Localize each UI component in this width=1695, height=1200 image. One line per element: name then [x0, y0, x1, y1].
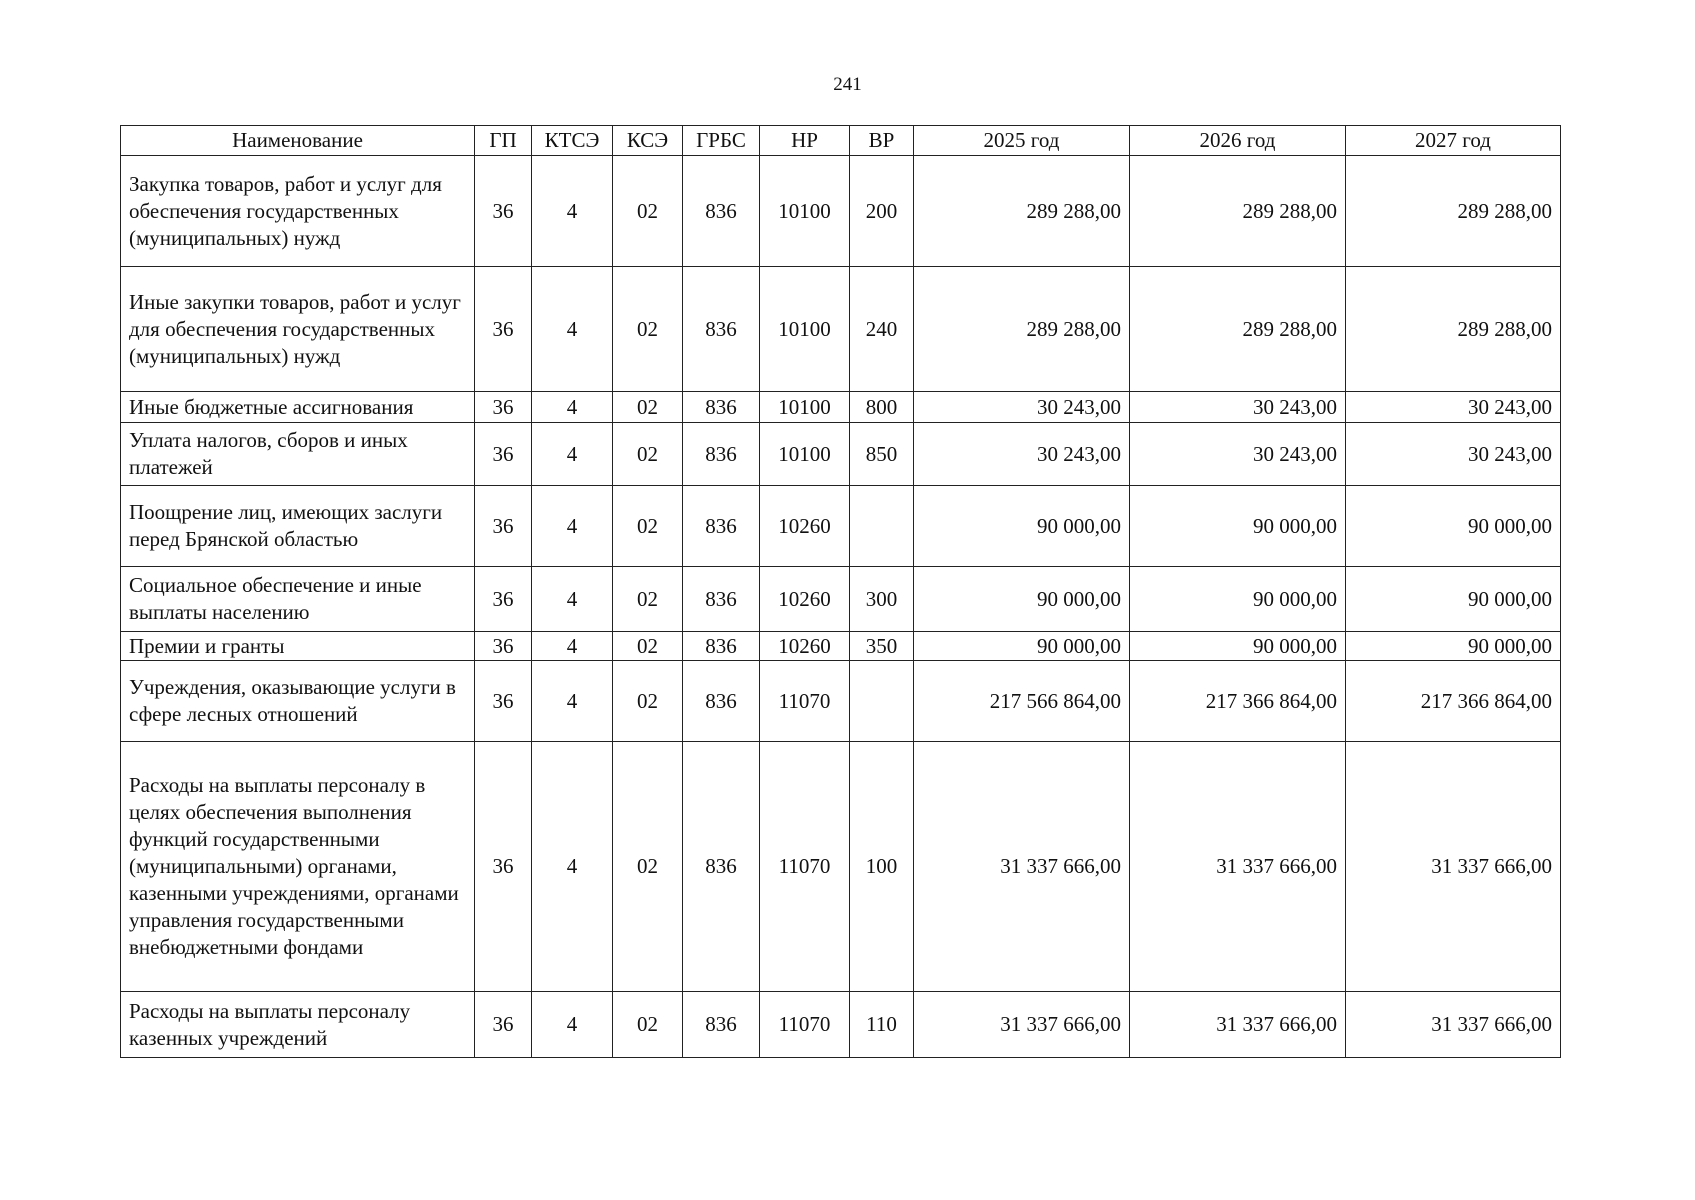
cell-ktse: 4 [532, 661, 613, 742]
cell-kse: 02 [613, 486, 683, 567]
table-row [121, 567, 1561, 632]
header-2027: 2027 год [1346, 126, 1561, 156]
cell-grbs: 836 [683, 392, 760, 423]
cell-grbs: 836 [683, 992, 760, 1058]
cell-nr: 10260 [760, 567, 850, 632]
cell-amount-2026: 30 243,00 [1130, 423, 1346, 486]
cell-vr: 800 [850, 392, 914, 423]
cell-amount-2026: 90 000,00 [1130, 632, 1346, 661]
cell-kse: 02 [613, 661, 683, 742]
cell-grbs: 836 [683, 267, 760, 392]
cell-amount-2027: 90 000,00 [1346, 632, 1561, 661]
cell-amount-2026: 90 000,00 [1130, 567, 1346, 632]
cell-name: Закупка товаров, работ и услуг для обеспечения государственных (муниципальных) нужд [121, 156, 475, 267]
cell-vr: 350 [850, 632, 914, 661]
cell-gp: 36 [475, 267, 532, 392]
cell-amount-2025: 31 337 666,00 [914, 992, 1130, 1058]
header-ktse: КТСЭ [532, 126, 613, 156]
header-2026: 2026 год [1130, 126, 1346, 156]
cell-vr [850, 486, 914, 567]
cell-amount-2026: 289 288,00 [1130, 267, 1346, 392]
cell-name: Иные закупки товаров, работ и услуг для обеспечения государственных (муниципальных) нужд [121, 267, 475, 392]
table-row [121, 661, 1561, 742]
cell-amount-2025: 217 566 864,00 [914, 661, 1130, 742]
cell-gp: 36 [475, 392, 532, 423]
cell-name: Премии и гранты [121, 632, 475, 661]
cell-amount-2027: 217 366 864,00 [1346, 661, 1561, 742]
page-number: 241 [833, 74, 862, 95]
cell-nr: 11070 [760, 992, 850, 1058]
cell-ktse: 4 [532, 486, 613, 567]
cell-grbs: 836 [683, 742, 760, 992]
cell-name: Иные бюджетные ассигнования [121, 392, 475, 423]
header-vr: ВР [850, 126, 914, 156]
cell-gp: 36 [475, 661, 532, 742]
cell-nr: 10100 [760, 156, 850, 267]
cell-kse: 02 [613, 267, 683, 392]
cell-amount-2025: 90 000,00 [914, 486, 1130, 567]
cell-name: Расходы на выплаты персоналу в целях обеспечения выполнения функций государственными (муниципальными) органами, казенными учреждениями, органами управления государственными внебюджетными фондами [121, 742, 475, 992]
cell-gp: 36 [475, 486, 532, 567]
table-row [121, 742, 1561, 992]
cell-amount-2027: 90 000,00 [1346, 486, 1561, 567]
cell-gp: 36 [475, 992, 532, 1058]
cell-gp: 36 [475, 632, 532, 661]
cell-grbs: 836 [683, 156, 760, 267]
cell-amount-2025: 289 288,00 [914, 267, 1130, 392]
cell-grbs: 836 [683, 661, 760, 742]
cell-kse: 02 [613, 742, 683, 992]
table-row [121, 267, 1561, 392]
cell-gp: 36 [475, 742, 532, 992]
cell-grbs: 836 [683, 567, 760, 632]
cell-ktse: 4 [532, 267, 613, 392]
cell-kse: 02 [613, 156, 683, 267]
cell-amount-2025: 31 337 666,00 [914, 742, 1130, 992]
cell-vr: 100 [850, 742, 914, 992]
cell-name: Учреждения, оказывающие услуги в сфере лесных отношений [121, 661, 475, 742]
cell-amount-2027: 289 288,00 [1346, 267, 1561, 392]
cell-kse: 02 [613, 392, 683, 423]
cell-nr: 10260 [760, 486, 850, 567]
cell-amount-2025: 30 243,00 [914, 392, 1130, 423]
cell-amount-2025: 90 000,00 [914, 632, 1130, 661]
cell-amount-2026: 90 000,00 [1130, 486, 1346, 567]
cell-amount-2027: 289 288,00 [1346, 156, 1561, 267]
cell-amount-2025: 30 243,00 [914, 423, 1130, 486]
table-header-row [121, 126, 1561, 156]
cell-ktse: 4 [532, 423, 613, 486]
cell-kse: 02 [613, 992, 683, 1058]
cell-ktse: 4 [532, 392, 613, 423]
cell-amount-2027: 30 243,00 [1346, 423, 1561, 486]
budget-table [120, 125, 1561, 1058]
cell-amount-2026: 217 366 864,00 [1130, 661, 1346, 742]
cell-nr: 10100 [760, 392, 850, 423]
table-row [121, 156, 1561, 267]
cell-nr: 11070 [760, 661, 850, 742]
header-grbs: ГРБС [683, 126, 760, 156]
cell-amount-2026: 31 337 666,00 [1130, 992, 1346, 1058]
table-row [121, 392, 1561, 423]
cell-vr: 200 [850, 156, 914, 267]
cell-nr: 11070 [760, 742, 850, 992]
cell-kse: 02 [613, 632, 683, 661]
header-nr: НР [760, 126, 850, 156]
cell-grbs: 836 [683, 423, 760, 486]
cell-gp: 36 [475, 156, 532, 267]
table-row [121, 423, 1561, 486]
cell-ktse: 4 [532, 632, 613, 661]
cell-vr: 850 [850, 423, 914, 486]
cell-name: Социальное обеспечение и иные выплаты населению [121, 567, 475, 632]
cell-name: Уплата налогов, сборов и иных платежей [121, 423, 475, 486]
cell-vr: 300 [850, 567, 914, 632]
cell-grbs: 836 [683, 632, 760, 661]
cell-amount-2026: 30 243,00 [1130, 392, 1346, 423]
header-2025: 2025 год [914, 126, 1130, 156]
cell-amount-2025: 90 000,00 [914, 567, 1130, 632]
cell-grbs: 836 [683, 486, 760, 567]
header-gp: ГП [475, 126, 532, 156]
cell-amount-2027: 31 337 666,00 [1346, 992, 1561, 1058]
cell-name: Поощрение лиц, имеющих заслуги перед Брянской областью [121, 486, 475, 567]
cell-name: Расходы на выплаты персоналу казенных учреждений [121, 992, 475, 1058]
cell-nr: 10100 [760, 267, 850, 392]
cell-gp: 36 [475, 567, 532, 632]
cell-vr: 240 [850, 267, 914, 392]
cell-amount-2027: 31 337 666,00 [1346, 742, 1561, 992]
cell-amount-2025: 289 288,00 [914, 156, 1130, 267]
table-row [121, 632, 1561, 661]
header-name: Наименование [121, 126, 475, 156]
cell-amount-2026: 289 288,00 [1130, 156, 1346, 267]
cell-ktse: 4 [532, 742, 613, 992]
cell-amount-2027: 90 000,00 [1346, 567, 1561, 632]
cell-gp: 36 [475, 423, 532, 486]
cell-amount-2026: 31 337 666,00 [1130, 742, 1346, 992]
cell-vr: 110 [850, 992, 914, 1058]
cell-kse: 02 [613, 423, 683, 486]
cell-nr: 10100 [760, 423, 850, 486]
cell-nr: 10260 [760, 632, 850, 661]
table-row [121, 486, 1561, 567]
cell-amount-2027: 30 243,00 [1346, 392, 1561, 423]
cell-ktse: 4 [532, 156, 613, 267]
cell-kse: 02 [613, 567, 683, 632]
cell-vr [850, 661, 914, 742]
cell-ktse: 4 [532, 567, 613, 632]
cell-ktse: 4 [532, 992, 613, 1058]
table-row [121, 992, 1561, 1058]
header-kse: КСЭ [613, 126, 683, 156]
